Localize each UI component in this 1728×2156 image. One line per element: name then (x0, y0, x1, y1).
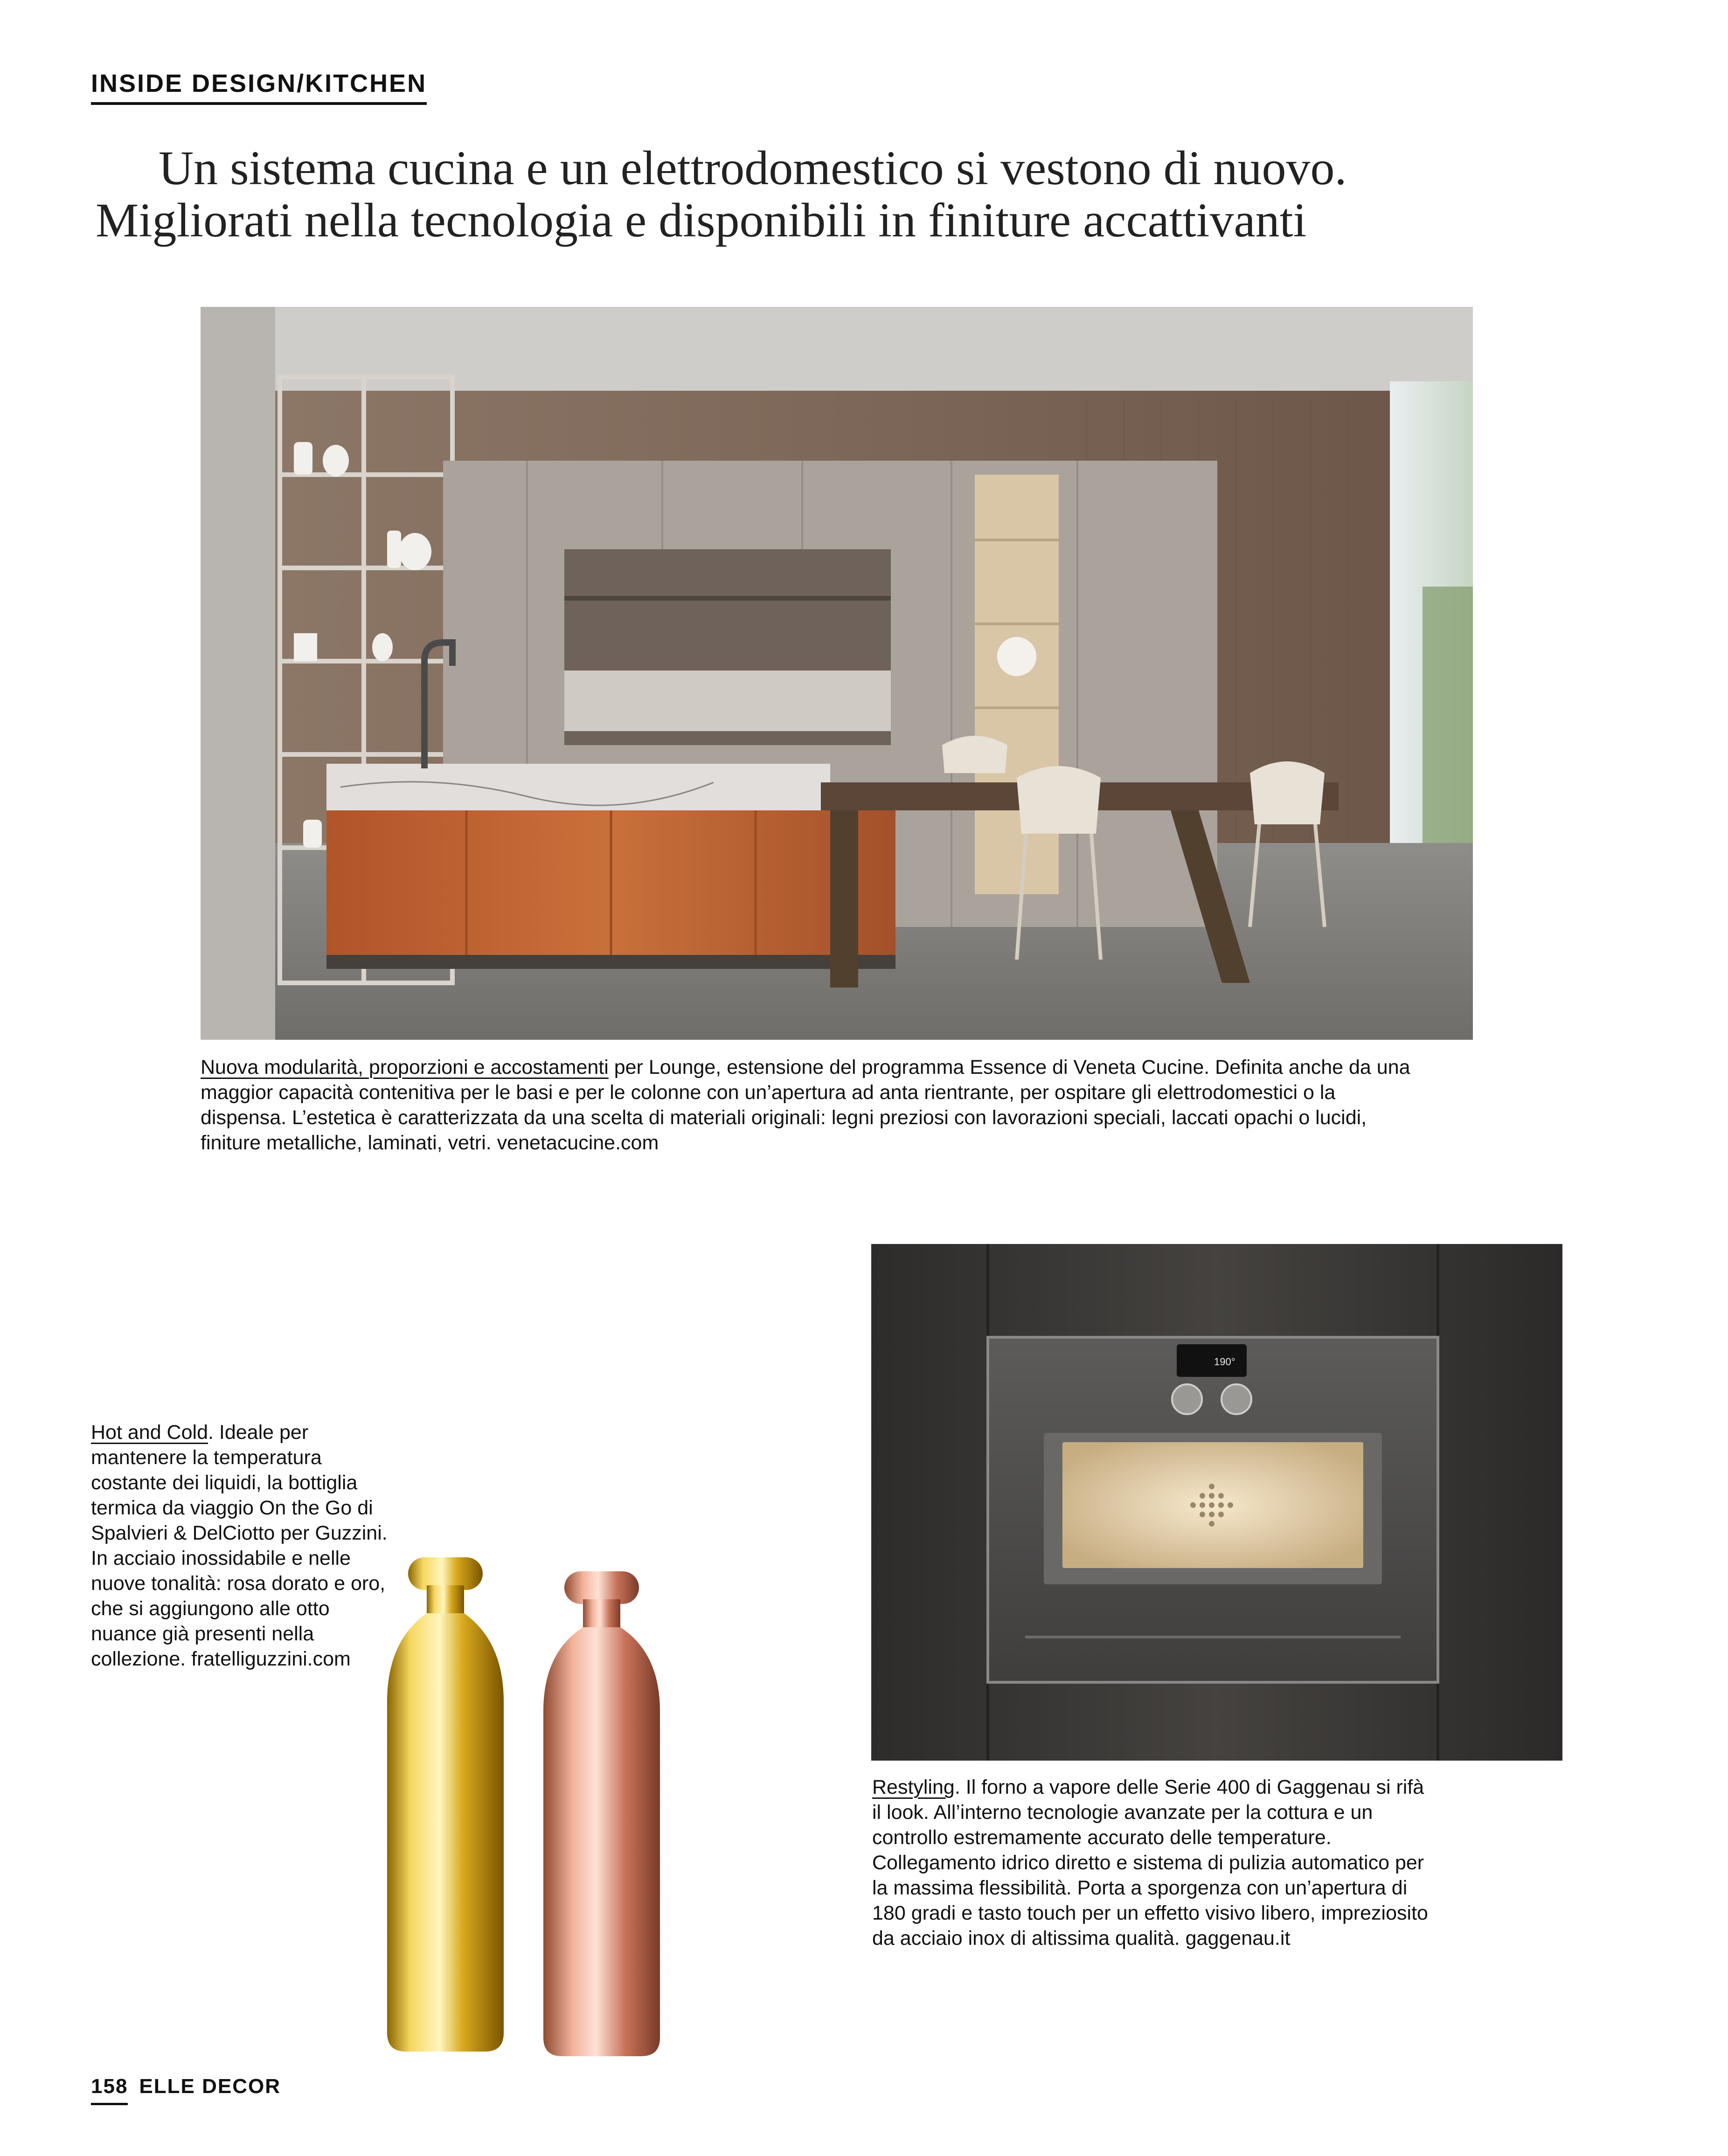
oven-caption-body: . Il forno a vapore delle Serie 400 di Gaggenau si rifà il look. All’interno tecnologie avanzate per la cottura e un controllo estremamente accurato delle temperature. Collegamento idrico diretto e sistema di pulizia automatico per la massima flessibilità. Porta a sporgenza con un’apertura di 180 gradi e tasto touch per un effetto visivo libero, impreziosito da acciaio inox di altissima qualità. gaggenau.it (872, 1776, 1428, 1949)
oven-photo (871, 1244, 1562, 1761)
kitchen-photo (201, 307, 1473, 1040)
magazine-name: ELLE DECOR (139, 2075, 281, 2098)
oven-display-temp: 190° (1214, 1356, 1235, 1368)
page-number: 158 (91, 2075, 128, 2105)
page-footer (91, 2075, 281, 2105)
oven-knob-right (1221, 1384, 1251, 1414)
gold-bottle (387, 1557, 504, 2052)
hot-cold-caption-body: . Ideale per mantenere la temperatura costante dei liquidi, la bottiglia termica da viaggio On the Go di Spalvieri & DelCiotto per Guzzini. In acciaio inossidabile e nelle nuove tonalità: rosa dorato e oro, che si aggiungono alle otto nuance già presenti nella collezione. fratelliguzzini.com (91, 1421, 388, 1670)
headline-line-2: Migliorati nella tecnologia e disponibili in finiture accattivanti (96, 193, 1307, 247)
hot-cold-caption (91, 1420, 389, 1672)
hot-cold-caption-lead: Hot and Cold (91, 1421, 208, 1444)
kitchen-caption-body: per Lounge, estensione del programma Essence di Veneta Cucine. Definita anche da una maggior capacità contenitiva per le basi e per le colonne con un’apertura ad anta rientrante, per ospitare gli elettrodomestici o la dispensa. L’estetica è caratterizzata da una scelta di materiali originali: legni preziosi con lavorazioni speciali, laccati opachi o lucidi, finiture metalliche, laminati, vetri. venetacucine.com (201, 1056, 1410, 1154)
headline-line-1: Un sistema cucina e un elettrodomestico si vestono di nuovo. (159, 141, 1347, 195)
oven-caption (872, 1775, 1432, 1951)
section-label: INSIDE DESIGN/KITCHEN (91, 70, 427, 105)
rose-gold-bottle (543, 1571, 660, 2056)
kitchen-caption (201, 1055, 1413, 1155)
kitchen-caption-lead: Nuova modularità, proporzioni e accostamenti (201, 1056, 609, 1078)
oven-caption-lead: Restyling (872, 1776, 955, 1798)
headline (96, 142, 1495, 247)
oven-knob-left (1172, 1384, 1202, 1414)
thermal-bottles-photo (373, 1548, 746, 2075)
